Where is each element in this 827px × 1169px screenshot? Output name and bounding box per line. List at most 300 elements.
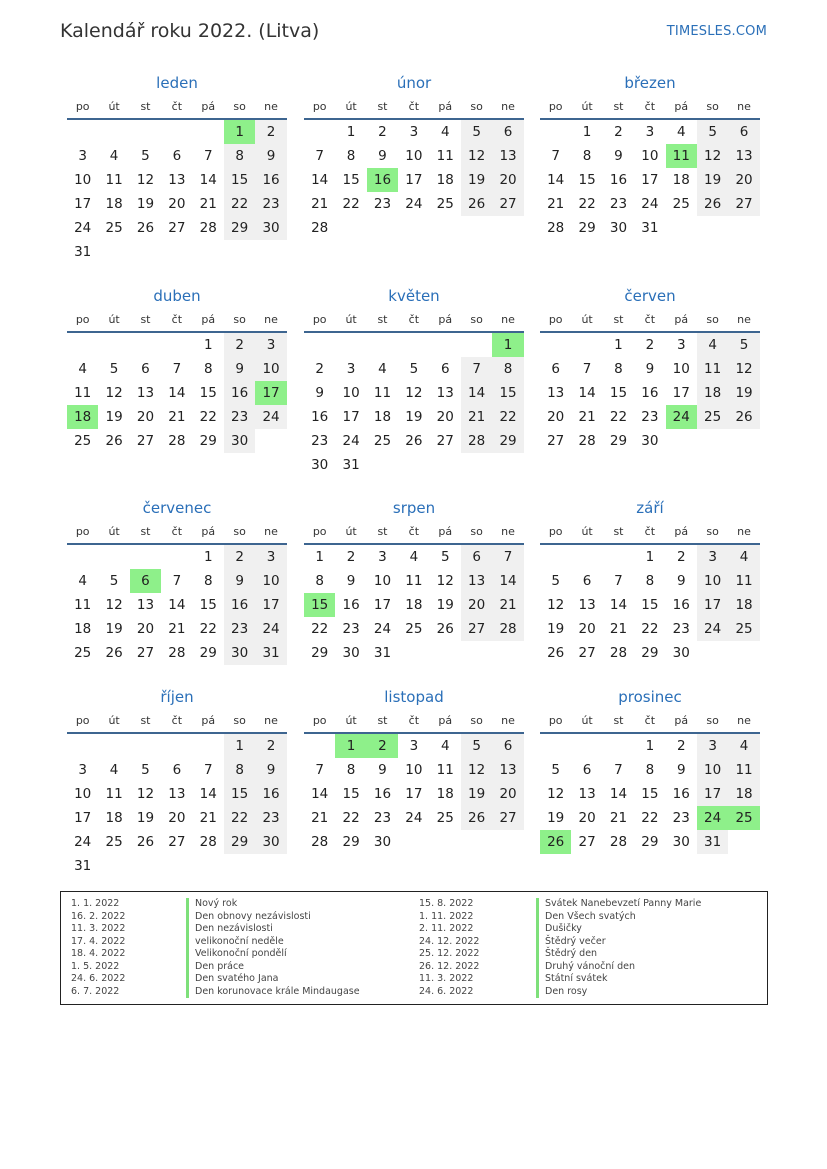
- day-cell[interactable]: 16: [224, 593, 255, 617]
- day-cell[interactable]: 23: [224, 617, 255, 641]
- day-cell[interactable]: 6: [172, 148, 182, 164]
- day-cell[interactable]: 7: [461, 357, 492, 381]
- day-cell[interactable]: 7: [172, 361, 182, 377]
- day-cell[interactable]: 25: [105, 220, 123, 236]
- day-cell[interactable]: 9: [378, 148, 387, 164]
- day-cell[interactable]: 10: [74, 786, 92, 802]
- day-cell[interactable]: 5: [461, 734, 492, 758]
- day-cell[interactable]: 15: [342, 786, 360, 802]
- day-cell[interactable]: 1: [492, 333, 523, 357]
- day-cell[interactable]: 12: [405, 385, 423, 401]
- day-cell[interactable]: 2: [676, 738, 686, 754]
- day-cell[interactable]: 24: [373, 621, 392, 637]
- day-cell[interactable]: 2: [224, 545, 255, 569]
- day-cell[interactable]: 18: [105, 810, 123, 826]
- day-cell[interactable]: 11: [105, 172, 123, 188]
- day-cell[interactable]: 12: [136, 172, 155, 188]
- day-cell[interactable]: 22: [224, 192, 255, 216]
- day-cell[interactable]: 27: [136, 433, 155, 449]
- day-cell[interactable]: 23: [609, 196, 628, 212]
- day-cell[interactable]: 31: [342, 457, 360, 473]
- day-cell[interactable]: 8: [224, 758, 255, 782]
- day-cell[interactable]: 22: [199, 621, 217, 637]
- day-cell[interactable]: 16: [609, 172, 628, 188]
- day-cell[interactable]: 19: [547, 621, 565, 637]
- day-cell[interactable]: 29: [342, 834, 360, 850]
- day-cell[interactable]: 9: [645, 361, 655, 377]
- day-cell[interactable]: 27: [136, 645, 155, 661]
- day-cell[interactable]: 13: [492, 758, 523, 782]
- day-cell[interactable]: 13: [436, 385, 454, 401]
- day-cell[interactable]: 19: [547, 810, 565, 826]
- day-cell[interactable]: 31: [373, 645, 392, 661]
- day-cell[interactable]: 27: [492, 192, 523, 216]
- day-cell[interactable]: 2: [378, 124, 387, 140]
- day-cell[interactable]: 12: [697, 144, 728, 168]
- day-cell[interactable]: 29: [199, 433, 217, 449]
- day-cell[interactable]: 28: [609, 834, 628, 850]
- day-cell[interactable]: 2: [255, 734, 286, 758]
- day-cell[interactable]: 21: [199, 196, 217, 212]
- day-cell[interactable]: 17: [342, 409, 360, 425]
- day-cell[interactable]: 31: [74, 858, 92, 874]
- day-cell[interactable]: 8: [614, 361, 623, 377]
- day-cell[interactable]: 28: [547, 220, 565, 236]
- day-cell[interactable]: 14: [311, 786, 329, 802]
- day-cell[interactable]: 17: [697, 593, 728, 617]
- day-cell[interactable]: 16: [641, 385, 659, 401]
- day-cell[interactable]: 10: [342, 385, 360, 401]
- day-cell[interactable]: 23: [255, 806, 286, 830]
- day-cell[interactable]: 22: [199, 409, 217, 425]
- day-cell[interactable]: 27: [436, 433, 454, 449]
- day-cell[interactable]: 23: [311, 433, 329, 449]
- day-cell[interactable]: 26: [728, 405, 759, 429]
- day-cell[interactable]: 27: [547, 433, 565, 449]
- day-cell[interactable]: 19: [136, 196, 155, 212]
- day-cell[interactable]: 1: [203, 337, 213, 353]
- day-cell[interactable]: 20: [436, 409, 454, 425]
- day-cell[interactable]: 13: [728, 144, 759, 168]
- day-cell[interactable]: 30: [609, 220, 628, 236]
- day-cell[interactable]: 5: [141, 762, 150, 778]
- day-cell[interactable]: 24: [74, 220, 92, 236]
- day-cell[interactable]: 20: [492, 168, 523, 192]
- day-cell[interactable]: 7: [315, 148, 324, 164]
- day-cell[interactable]: 29: [224, 830, 255, 854]
- day-cell[interactable]: 5: [109, 573, 119, 589]
- day-cell[interactable]: 30: [224, 641, 255, 665]
- day-cell[interactable]: 2: [676, 549, 686, 565]
- day-cell[interactable]: 8: [224, 144, 255, 168]
- day-cell[interactable]: 24: [697, 617, 728, 641]
- day-cell[interactable]: 30: [342, 645, 360, 661]
- day-cell[interactable]: 29: [311, 645, 329, 661]
- day-cell[interactable]: 26: [547, 645, 565, 661]
- day-cell[interactable]: 12: [461, 144, 492, 168]
- day-cell[interactable]: 8: [346, 762, 356, 778]
- day-cell[interactable]: 29: [641, 645, 659, 661]
- day-cell[interactable]: 23: [672, 810, 690, 826]
- day-cell[interactable]: 20: [136, 409, 155, 425]
- day-cell[interactable]: 13: [136, 385, 155, 401]
- day-cell[interactable]: 18: [74, 621, 92, 637]
- day-cell[interactable]: 25: [728, 617, 759, 641]
- day-cell[interactable]: 28: [578, 433, 596, 449]
- day-cell[interactable]: 14: [168, 385, 186, 401]
- day-cell[interactable]: 17: [672, 385, 690, 401]
- day-cell[interactable]: 25: [436, 810, 454, 826]
- day-cell[interactable]: 29: [578, 220, 596, 236]
- day-cell[interactable]: 14: [168, 597, 186, 613]
- day-cell[interactable]: 28: [168, 433, 186, 449]
- day-cell[interactable]: 6: [130, 569, 161, 593]
- day-cell[interactable]: 28: [311, 834, 329, 850]
- day-cell[interactable]: 30: [672, 834, 690, 850]
- day-cell[interactable]: 14: [199, 786, 217, 802]
- day-cell[interactable]: 4: [728, 545, 759, 569]
- day-cell[interactable]: 3: [255, 545, 286, 569]
- day-cell[interactable]: 19: [461, 168, 492, 192]
- day-cell[interactable]: 30: [255, 216, 286, 240]
- day-cell[interactable]: 2: [614, 124, 623, 140]
- day-cell[interactable]: 5: [461, 120, 492, 144]
- day-cell[interactable]: 21: [311, 810, 329, 826]
- day-cell[interactable]: 3: [645, 124, 655, 140]
- day-cell[interactable]: 4: [728, 734, 759, 758]
- day-cell[interactable]: 16: [672, 597, 690, 613]
- day-cell[interactable]: 5: [109, 361, 119, 377]
- day-cell[interactable]: 24: [697, 806, 728, 830]
- day-cell[interactable]: 17: [697, 782, 728, 806]
- day-cell[interactable]: 11: [405, 573, 423, 589]
- day-cell[interactable]: 24: [74, 834, 92, 850]
- day-cell[interactable]: 22: [641, 810, 659, 826]
- day-cell[interactable]: 8: [203, 361, 213, 377]
- day-cell[interactable]: 13: [136, 597, 155, 613]
- day-cell[interactable]: 22: [224, 806, 255, 830]
- day-cell[interactable]: 23: [373, 810, 392, 826]
- day-cell[interactable]: 7: [582, 361, 592, 377]
- day-cell[interactable]: 22: [342, 196, 360, 212]
- day-cell[interactable]: 11: [436, 148, 454, 164]
- day-cell[interactable]: 21: [492, 593, 523, 617]
- day-cell[interactable]: 30: [672, 645, 690, 661]
- day-cell[interactable]: 22: [492, 405, 523, 429]
- day-cell[interactable]: 26: [105, 645, 123, 661]
- day-cell[interactable]: 19: [697, 168, 728, 192]
- day-cell[interactable]: 1: [645, 738, 655, 754]
- day-cell[interactable]: 3: [409, 124, 419, 140]
- day-cell[interactable]: 20: [547, 409, 565, 425]
- day-cell[interactable]: 11: [74, 597, 92, 613]
- day-cell[interactable]: 8: [203, 573, 213, 589]
- day-cell[interactable]: 12: [547, 597, 565, 613]
- day-cell[interactable]: 23: [255, 192, 286, 216]
- day-cell[interactable]: 1: [203, 549, 213, 565]
- day-cell[interactable]: 6: [440, 361, 450, 377]
- day-cell[interactable]: 9: [614, 148, 623, 164]
- day-cell[interactable]: 14: [461, 381, 492, 405]
- day-cell[interactable]: 18: [728, 782, 759, 806]
- day-cell[interactable]: 7: [315, 762, 324, 778]
- day-cell[interactable]: 7: [492, 545, 523, 569]
- day-cell[interactable]: 8: [645, 573, 655, 589]
- day-cell[interactable]: 18: [672, 172, 690, 188]
- day-cell[interactable]: 7: [551, 148, 560, 164]
- day-cell[interactable]: 10: [697, 758, 728, 782]
- day-cell[interactable]: 9: [315, 385, 324, 401]
- day-cell[interactable]: 24: [405, 196, 423, 212]
- day-cell[interactable]: 8: [346, 148, 356, 164]
- day-cell[interactable]: 19: [105, 409, 123, 425]
- day-cell[interactable]: 4: [440, 738, 450, 754]
- day-cell[interactable]: 29: [492, 429, 523, 453]
- day-cell[interactable]: 26: [136, 220, 155, 236]
- day-cell[interactable]: 23: [373, 196, 392, 212]
- day-cell[interactable]: 4: [697, 333, 728, 357]
- day-cell[interactable]: 7: [614, 762, 623, 778]
- day-cell[interactable]: 22: [641, 621, 659, 637]
- day-cell[interactable]: 2: [255, 120, 286, 144]
- day-cell[interactable]: 18: [67, 405, 98, 429]
- day-cell[interactable]: 16: [672, 786, 690, 802]
- day-cell[interactable]: 5: [409, 361, 419, 377]
- day-cell[interactable]: 18: [405, 597, 423, 613]
- day-cell[interactable]: 10: [255, 357, 286, 381]
- day-cell[interactable]: 28: [461, 429, 492, 453]
- day-cell[interactable]: 17: [74, 810, 92, 826]
- day-cell[interactable]: 9: [255, 758, 286, 782]
- day-cell[interactable]: 13: [547, 385, 565, 401]
- day-cell[interactable]: 21: [311, 196, 329, 212]
- day-cell[interactable]: 20: [461, 593, 492, 617]
- day-cell[interactable]: 10: [697, 569, 728, 593]
- day-cell[interactable]: 10: [405, 148, 423, 164]
- day-cell[interactable]: 19: [728, 381, 759, 405]
- day-cell[interactable]: 3: [78, 762, 87, 778]
- day-cell[interactable]: 22: [609, 409, 628, 425]
- day-cell[interactable]: 4: [440, 124, 450, 140]
- day-cell[interactable]: 6: [728, 120, 759, 144]
- day-cell[interactable]: 11: [105, 786, 123, 802]
- day-cell[interactable]: 12: [547, 786, 565, 802]
- day-cell[interactable]: 16: [255, 168, 286, 192]
- day-cell[interactable]: 28: [609, 645, 628, 661]
- day-cell[interactable]: 28: [311, 220, 329, 236]
- day-cell[interactable]: 31: [255, 641, 286, 665]
- day-cell[interactable]: 26: [540, 830, 571, 854]
- day-cell[interactable]: 27: [578, 834, 596, 850]
- day-cell[interactable]: 12: [136, 786, 155, 802]
- day-cell[interactable]: 5: [440, 549, 450, 565]
- day-cell[interactable]: 18: [436, 786, 454, 802]
- day-cell[interactable]: 15: [342, 172, 360, 188]
- day-cell[interactable]: 21: [609, 621, 628, 637]
- day-cell[interactable]: 9: [676, 573, 686, 589]
- day-cell[interactable]: 26: [436, 621, 454, 637]
- day-cell[interactable]: 23: [641, 409, 659, 425]
- day-cell[interactable]: 12: [105, 385, 123, 401]
- day-cell[interactable]: 4: [78, 573, 87, 589]
- day-cell[interactable]: 13: [492, 144, 523, 168]
- day-cell[interactable]: 4: [676, 124, 686, 140]
- day-cell[interactable]: 19: [136, 810, 155, 826]
- day-cell[interactable]: 10: [672, 361, 690, 377]
- day-cell[interactable]: 27: [578, 645, 596, 661]
- day-cell[interactable]: 19: [436, 597, 454, 613]
- day-cell[interactable]: 21: [168, 409, 186, 425]
- day-cell[interactable]: 15: [224, 782, 255, 806]
- day-cell[interactable]: 19: [105, 621, 123, 637]
- day-cell[interactable]: 27: [492, 806, 523, 830]
- day-cell[interactable]: 20: [168, 196, 186, 212]
- day-cell[interactable]: 13: [578, 786, 596, 802]
- day-cell[interactable]: 18: [373, 409, 392, 425]
- day-cell[interactable]: 14: [547, 172, 565, 188]
- day-cell[interactable]: 4: [378, 361, 387, 377]
- day-cell[interactable]: 14: [609, 597, 628, 613]
- day-cell[interactable]: 25: [436, 196, 454, 212]
- day-cell[interactable]: 5: [551, 573, 560, 589]
- day-cell[interactable]: 4: [109, 148, 119, 164]
- day-cell[interactable]: 6: [141, 361, 150, 377]
- day-cell[interactable]: 1: [346, 124, 356, 140]
- day-cell[interactable]: 3: [409, 738, 419, 754]
- day-cell[interactable]: 12: [436, 573, 454, 589]
- day-cell[interactable]: 22: [311, 621, 329, 637]
- day-cell[interactable]: 28: [492, 617, 523, 641]
- day-cell[interactable]: 18: [697, 381, 728, 405]
- day-cell[interactable]: 22: [578, 196, 596, 212]
- day-cell[interactable]: 8: [315, 573, 324, 589]
- day-cell[interactable]: 26: [136, 834, 155, 850]
- day-cell[interactable]: 23: [342, 621, 360, 637]
- day-cell[interactable]: 24: [641, 196, 659, 212]
- day-cell[interactable]: 26: [461, 192, 492, 216]
- day-cell[interactable]: 16: [342, 597, 360, 613]
- day-cell[interactable]: 24: [666, 405, 697, 429]
- day-cell[interactable]: 22: [342, 810, 360, 826]
- day-cell[interactable]: 2: [315, 361, 324, 377]
- day-cell[interactable]: 20: [728, 168, 759, 192]
- day-cell[interactable]: 6: [492, 734, 523, 758]
- day-cell[interactable]: 8: [492, 357, 523, 381]
- day-cell[interactable]: 24: [255, 405, 286, 429]
- day-cell[interactable]: 3: [697, 734, 728, 758]
- day-cell[interactable]: 30: [224, 429, 255, 453]
- day-cell[interactable]: 18: [728, 593, 759, 617]
- day-cell[interactable]: 3: [697, 545, 728, 569]
- day-cell[interactable]: 31: [641, 220, 659, 236]
- day-cell[interactable]: 10: [255, 569, 286, 593]
- day-cell[interactable]: 2: [224, 333, 255, 357]
- day-cell[interactable]: 28: [168, 645, 186, 661]
- day-cell[interactable]: 10: [641, 148, 659, 164]
- day-cell[interactable]: 25: [373, 433, 392, 449]
- day-cell[interactable]: 20: [492, 782, 523, 806]
- day-cell[interactable]: 15: [492, 381, 523, 405]
- day-cell[interactable]: 20: [578, 621, 596, 637]
- day-cell[interactable]: 14: [311, 172, 329, 188]
- day-cell[interactable]: 17: [74, 196, 92, 212]
- day-cell[interactable]: 23: [672, 621, 690, 637]
- day-cell[interactable]: 28: [199, 834, 217, 850]
- day-cell[interactable]: 25: [74, 645, 92, 661]
- day-cell[interactable]: 26: [697, 192, 728, 216]
- day-cell[interactable]: 5: [551, 762, 560, 778]
- day-cell[interactable]: 17: [405, 172, 423, 188]
- day-cell[interactable]: 27: [728, 192, 759, 216]
- day-cell[interactable]: 19: [405, 409, 423, 425]
- day-cell[interactable]: 25: [405, 621, 423, 637]
- day-cell[interactable]: 2: [367, 734, 398, 758]
- day-cell[interactable]: 11: [436, 762, 454, 778]
- day-cell[interactable]: 9: [346, 573, 356, 589]
- day-cell[interactable]: 25: [672, 196, 690, 212]
- day-cell[interactable]: 15: [578, 172, 596, 188]
- day-cell[interactable]: 17: [373, 597, 392, 613]
- day-cell[interactable]: 29: [609, 433, 628, 449]
- day-cell[interactable]: 19: [461, 782, 492, 806]
- day-cell[interactable]: 3: [255, 333, 286, 357]
- day-cell[interactable]: 2: [346, 549, 356, 565]
- day-cell[interactable]: 30: [641, 433, 659, 449]
- day-cell[interactable]: 7: [203, 148, 213, 164]
- day-cell[interactable]: 6: [551, 361, 560, 377]
- day-cell[interactable]: 6: [172, 762, 182, 778]
- day-cell[interactable]: 12: [105, 597, 123, 613]
- day-cell[interactable]: 9: [378, 762, 387, 778]
- day-cell[interactable]: 15: [641, 786, 659, 802]
- day-cell[interactable]: 18: [436, 172, 454, 188]
- day-cell[interactable]: 7: [614, 573, 623, 589]
- day-cell[interactable]: 11: [728, 569, 759, 593]
- day-cell[interactable]: 1: [645, 549, 655, 565]
- day-cell[interactable]: 18: [105, 196, 123, 212]
- day-cell[interactable]: 21: [199, 810, 217, 826]
- day-cell[interactable]: 24: [342, 433, 360, 449]
- day-cell[interactable]: 14: [199, 172, 217, 188]
- day-cell[interactable]: 21: [578, 409, 596, 425]
- day-cell[interactable]: 25: [728, 806, 759, 830]
- day-cell[interactable]: 17: [255, 381, 286, 405]
- day-cell[interactable]: 27: [168, 220, 186, 236]
- day-cell[interactable]: 13: [168, 172, 186, 188]
- day-cell[interactable]: 15: [609, 385, 628, 401]
- day-cell[interactable]: 15: [224, 168, 255, 192]
- day-cell[interactable]: 11: [666, 144, 697, 168]
- day-cell[interactable]: 24: [405, 810, 423, 826]
- day-cell[interactable]: 16: [373, 786, 392, 802]
- day-cell[interactable]: 2: [645, 337, 655, 353]
- day-cell[interactable]: 24: [255, 617, 286, 641]
- day-cell[interactable]: 3: [378, 549, 387, 565]
- day-cell[interactable]: 13: [168, 786, 186, 802]
- day-cell[interactable]: 13: [461, 569, 492, 593]
- day-cell[interactable]: 1: [224, 120, 255, 144]
- day-cell[interactable]: 27: [461, 617, 492, 641]
- day-cell[interactable]: 7: [203, 762, 213, 778]
- day-cell[interactable]: 16: [311, 409, 329, 425]
- day-cell[interactable]: 31: [74, 244, 92, 260]
- day-cell[interactable]: 4: [409, 549, 419, 565]
- day-cell[interactable]: 10: [373, 573, 392, 589]
- day-cell[interactable]: 6: [461, 545, 492, 569]
- day-cell[interactable]: 21: [168, 621, 186, 637]
- day-cell[interactable]: 30: [255, 830, 286, 854]
- site-brand-link[interactable]: TIMESLES.COM: [666, 24, 767, 39]
